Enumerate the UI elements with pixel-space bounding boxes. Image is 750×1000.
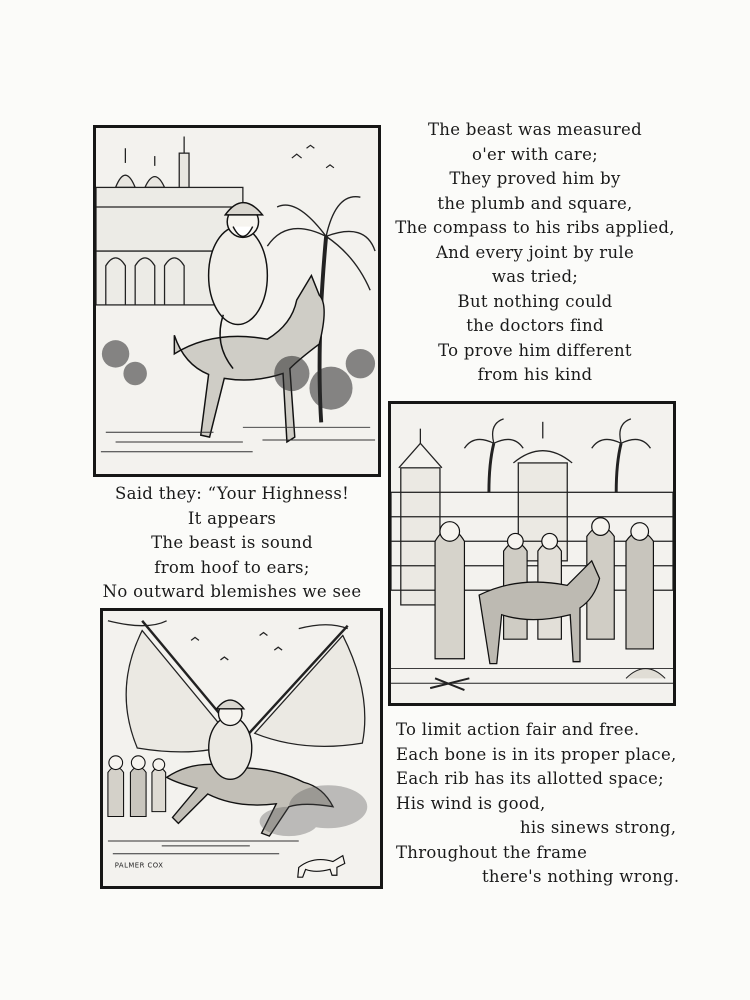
- verse-line: Each rib has its allotted space;: [396, 769, 664, 788]
- verse-line: his sinews strong,: [520, 818, 677, 837]
- verse-line: They proved him by: [449, 169, 621, 188]
- verse-line: was tried;: [491, 267, 579, 286]
- verse-line: o'er with care;: [471, 144, 599, 164]
- verse-line: Said they: “Your Highness!: [114, 484, 350, 503]
- illustration-galloping-donkey: [100, 608, 383, 889]
- verse-line: Throughout the frame: [396, 842, 588, 862]
- stanza-bottom-right: [396, 718, 696, 890]
- verse-line: It appears: [187, 508, 277, 528]
- stanza-top-right: [380, 118, 690, 388]
- verse-line: The compass to his ribs applied,: [395, 218, 675, 237]
- illustration-rider-on-donkey: [93, 125, 381, 477]
- verse-line: the doctors find: [466, 316, 604, 335]
- verse-line: No outward blemishes we see: [102, 582, 362, 601]
- verse-line: His wind is good,: [396, 793, 546, 813]
- verse-line: from hoof to ears;: [154, 557, 310, 577]
- verse-line: To limit action fair and free.: [396, 720, 640, 739]
- verse-line: from his kind: [477, 365, 593, 384]
- verse-line: To prove him different: [438, 340, 632, 360]
- stanza-middle-left: [82, 482, 382, 605]
- verse-line: there's nothing wrong.: [482, 867, 680, 886]
- verse-line: The beast is sound: [151, 533, 313, 552]
- verse-line: The beast was measured: [428, 120, 642, 139]
- verse-line: the plumb and square,: [437, 193, 633, 213]
- verse-line: Each bone is in its proper place,: [396, 744, 677, 764]
- verse-line: And every joint by rule: [435, 242, 635, 262]
- verse-line: But nothing could: [457, 291, 613, 311]
- illustration-doctors-examining: [388, 401, 676, 706]
- svg-text:PALMER COX: PALMER COX: [114, 861, 164, 870]
